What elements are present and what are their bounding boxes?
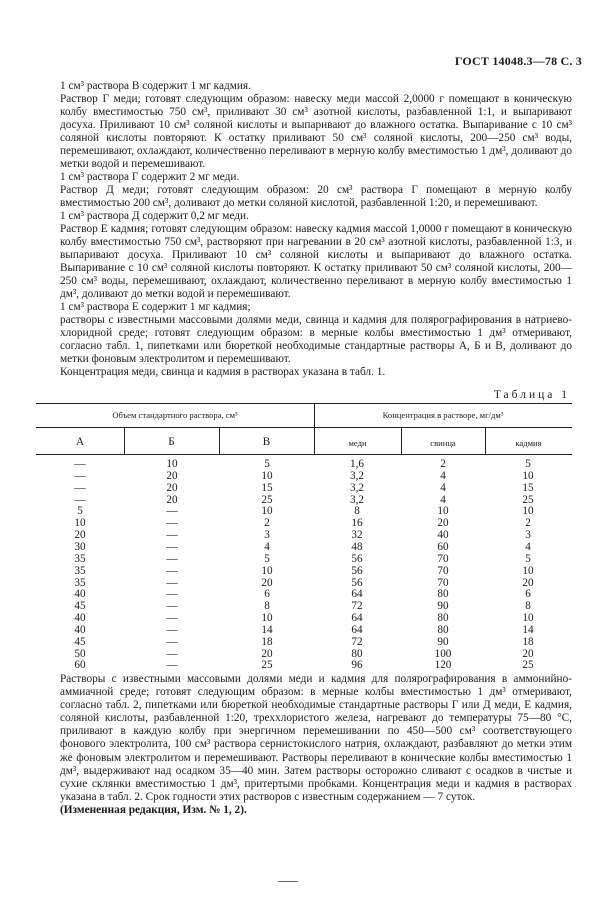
table-cell: —: [166, 576, 178, 589]
table-cell: 80: [437, 612, 449, 625]
table-cell: 10: [437, 505, 449, 518]
table-cell: 3,2: [350, 493, 364, 506]
table-cell: 4: [264, 540, 270, 553]
table-cell: 32: [351, 529, 363, 542]
table-cell: —: [166, 612, 178, 625]
paragraph-4: Раствор Д меди; готовят следующим образом: 20 см³ раствора Г помещают в мерную колбу вместимостью 200 см³, доливают до метки соляной кислотой, разбавленной 1:20, и перемешивают.: [60, 184, 572, 209]
column-header-copper: меди: [348, 438, 367, 448]
table-cell: 40: [437, 529, 449, 542]
body-text: [60, 80, 572, 379]
paragraph-9: Концентрация меди, свинца и кадмия в растворах указана в табл. 1.: [60, 366, 386, 378]
table-cell: —: [166, 600, 178, 613]
table-cell: 18: [522, 635, 534, 648]
table-cell: —: [74, 458, 86, 470]
table-cell: 25: [522, 659, 534, 672]
table-cell: 48: [351, 540, 363, 553]
paragraph-8: растворы с известными массовыми долями меди, свинца и кадмия для полярографирования в натриево-хлоридной среде; готовят следующим образом: в мерные колбы вместимостью 1 дм³ отмеривают, согласно табл. 1, пипетками или бюреткой необходимые стандартные растворы А, Б и В, доливают до метки фоновым электролитом и перемешивают.: [60, 314, 572, 365]
table-cell: 4: [440, 469, 446, 482]
table-cell: 20: [261, 576, 273, 589]
table-cell: 64: [351, 588, 363, 601]
table-cell: —: [166, 505, 178, 518]
table-cell: 10: [74, 517, 86, 530]
paragraph-1: 1 см³ раствора В содержит 1 мг кадмия.: [60, 80, 251, 92]
column-header-cadmium: кадмия: [515, 438, 542, 448]
table-cell: 3,2: [350, 469, 364, 482]
paragraph-3: 1 см³ раствора Г содержит 2 мг меди.: [60, 171, 240, 183]
table-cell: 5: [525, 552, 531, 565]
table-cell: 20: [166, 493, 178, 506]
table-cell: 35: [74, 552, 86, 565]
lower-text: [60, 673, 572, 817]
table-cell: 45: [74, 600, 86, 613]
table-cell: —: [166, 623, 178, 636]
table-cell: —: [74, 493, 86, 506]
table-cell: 60: [437, 540, 449, 553]
table-cell: 20: [166, 469, 178, 482]
table-cell: 35: [74, 564, 86, 577]
table-cell: —: [166, 647, 178, 660]
table-cell: —: [166, 635, 178, 648]
table-cell: —: [74, 469, 86, 482]
column-header-b: Б: [168, 436, 175, 448]
table-cell: —: [166, 564, 178, 577]
table-cell: 3: [264, 529, 270, 542]
table-cell: 25: [261, 659, 273, 672]
table-cell: 30: [74, 540, 86, 553]
table-cell: 10: [522, 505, 534, 518]
footer-rule: [278, 881, 298, 882]
table-cell: 20: [261, 647, 273, 660]
table-cell: 90: [437, 635, 449, 648]
table-cell: 10: [522, 564, 534, 577]
table-cell: 1,6: [350, 458, 364, 470]
table-cell: 3,2: [350, 481, 364, 494]
table-cell: 70: [437, 564, 449, 577]
table-cell: 64: [351, 612, 363, 625]
table-cell: 5: [264, 458, 270, 470]
table-cell: 70: [437, 576, 449, 589]
table-cell: 2: [525, 517, 531, 530]
table-cell: 40: [74, 612, 86, 625]
table-cell: —: [166, 659, 178, 672]
table-cell: 72: [351, 600, 363, 613]
table-cell: —: [166, 552, 178, 565]
table-cell: 56: [351, 576, 363, 589]
table-cell: 25: [261, 493, 273, 506]
table-cell: 10: [261, 505, 273, 518]
table-cell: —: [74, 481, 86, 494]
table-cell: 60: [74, 659, 86, 672]
table-cell: 20: [74, 529, 86, 542]
table-cell: 20: [437, 517, 449, 530]
table-cell: 2: [264, 517, 270, 530]
table-cell: 72: [351, 635, 363, 648]
table-cell: —: [166, 588, 178, 601]
table-cell: 70: [437, 552, 449, 565]
table-cell: 80: [437, 588, 449, 601]
table-cell: 20: [522, 576, 534, 589]
table-group2-header: Концентрация в растворе, мг/дм³: [382, 410, 504, 420]
table-cell: 10: [261, 564, 273, 577]
table-cell: 40: [74, 588, 86, 601]
table-cell: 20: [166, 481, 178, 494]
table-cell: 16: [351, 517, 363, 530]
table-cell: 5: [77, 505, 83, 518]
table-caption: Таблица 1: [493, 389, 570, 401]
table-cell: 10: [522, 469, 534, 482]
table-cell: —: [166, 517, 178, 530]
table-cell: 4: [525, 540, 531, 553]
table-cell: 80: [351, 647, 363, 660]
table-cell: —: [166, 529, 178, 542]
table-cell: 10: [522, 612, 534, 625]
table-header-bottom-rule: [36, 454, 572, 455]
table-cell: —: [166, 540, 178, 553]
table-cell: 10: [261, 469, 273, 482]
table-group1-header: Объем стандартного раствора, см³: [112, 410, 238, 420]
table-cell: 35: [74, 576, 86, 589]
table-cell: 10: [166, 458, 178, 470]
table-cell: 8: [264, 600, 270, 613]
table-cell: 10: [261, 612, 273, 625]
table-cell: 15: [261, 481, 273, 494]
table-cell: 80: [437, 623, 449, 636]
table-cell: 90: [437, 600, 449, 613]
paragraph-5: 1 см³ раствора Д содержит 0,2 мг меди.: [60, 210, 249, 222]
edition-note: (Измененная редакция, Изм. № 1, 2).: [60, 803, 247, 816]
column-header-v: В: [262, 436, 271, 448]
table-cell: 20: [522, 647, 534, 660]
table-cell: 14: [522, 623, 534, 636]
table-cell: 6: [525, 588, 531, 601]
table-cell: 120: [434, 659, 452, 672]
table-cell: 56: [351, 564, 363, 577]
table-cell: 5: [264, 552, 270, 565]
table-group-rule: [36, 427, 572, 428]
table-cell: 4: [440, 493, 446, 506]
table-cell: 14: [261, 623, 273, 636]
table-cell: 6: [264, 588, 270, 601]
table-top-rule: [36, 403, 572, 404]
column-header-a: А: [75, 436, 85, 448]
paragraph-6: Раствор Е кадмия; готовят следующим образом: навеску кадмия массой 1,0000 г помещают в коническую колбу вместимостью 750 см³, растворяют при нагревании в 20 см³ азотной кислоты, разбавленной 1:3, и выпаривают досуха. Приливают 10 см³ соляной кислоты и выпаривают до влажного остатка. Выпаривание с 10 см³ соляной кислоты повторяют. К остатку приливают 50 см³ соляной кислоты, 200—250 см³ воды, перемешивают, охлаждают, количественно переливают в мерную колбу вместимостью 1 дм³, доливают до метки водой и перемешивают.: [60, 223, 572, 300]
table-cell: 8: [354, 505, 360, 518]
table-cell: 3: [525, 529, 531, 542]
lower-paragraph: Растворы с известными массовыми долями меди и кадмия для полярографирования в аммонийно-аммиачной среде; готовят следующим образом: в мерные колбы вместимостью 1 дм³ отмеривают, согласно табл. 2, пипетками или бюреткой необходимые стандартные растворы Г или Д меди, Е кадмия, соляной кислоты, разбавленной 1:20, треххлористого железа, нагревают до температуры 75—80 °С, приливают в каждую колбу при энергичном перемешивании по 450—500 см³ соответствующего фонового электролита, 100 см³ раствора сернистокислого натрия, охлаждают, разбавляют до метки этим же фоновым электролитом и перемешивают. Растворы переливают в конические колбы вместимостью 1 дм³, выдерживают над осадком 35—40 мин. Затем растворы осторожно сливают с осадков в чистые и сухие склянки вместимостью 1 дм³, притертыми пробками. Концентрация меди и кадмия в растворах указана в табл. 2. Срок годности этих растворов с известным содержанием — 7 суток.: [60, 673, 572, 803]
table-cell: 2: [440, 458, 446, 470]
paragraph-7: 1 см³ раствора Е содержит 1 мг кадмия;: [60, 301, 251, 313]
table-cell: 50: [74, 647, 86, 660]
table-cell: 25: [522, 493, 534, 506]
table-cell: 56: [351, 552, 363, 565]
table-cell: 8: [525, 600, 531, 613]
table-cell: 64: [351, 623, 363, 636]
paragraph-2: Раствор Г меди; готовят следующим образом: навеску меди массой 2,0000 г помещают в коническую колбу вместимостью 750 см³, приливают 30 см³ азотной кислоты, разбавленной 1:1, и выпаривают досуха. Приливают 10 см³ соляной кислоты и выпаривают до влажного остатка. Выпаривание с 10 см³ соляной кислоты повторяют. К остатку приливают 50 см³ соляной кислоты, 200—250 см³ воды, перемешивают, охлаждают, количественно переливают в мерную колбу вместимостью 1 дм³, доливают до метки водой и перемешивают.: [60, 93, 572, 170]
table-cell: 18: [261, 635, 273, 648]
table-cell: 45: [74, 635, 86, 648]
table-cell: 15: [522, 481, 534, 494]
page-header: ГОСТ 14048.3—78 С. 3: [454, 54, 582, 68]
table-cell: 4: [440, 481, 446, 494]
table-cell: 40: [74, 623, 86, 636]
column-header-lead: свинца: [430, 438, 456, 448]
table-cell: 5: [525, 458, 531, 470]
table-cell: 100: [434, 647, 452, 660]
table-cell: 96: [351, 659, 363, 672]
